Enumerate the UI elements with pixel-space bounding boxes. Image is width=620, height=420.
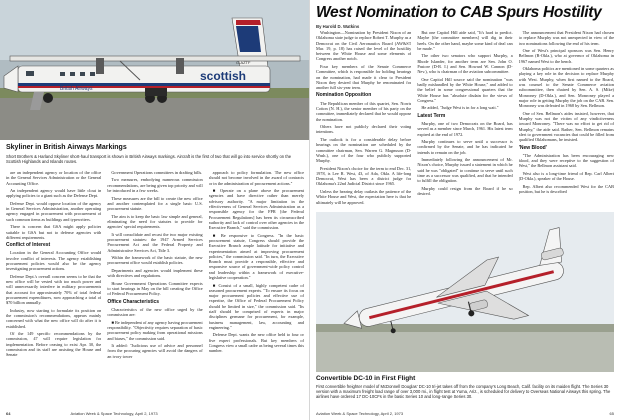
right-article-columns [316,30,614,208]
section-heading: 'New Blood' [518,144,547,151]
left-footer [6,409,304,417]
registration-label: G-AZTF [236,60,251,65]
left-article-columns [6,170,304,402]
skyliner-illustration [0,0,310,140]
article-paragraph: Others have not publicly declared their voting intentions. [316,124,412,135]
article-paragraph: Characteristics of the new office urged by the commission are: [107,306,203,318]
right-caption-text: First convertible freighter model of McDonnell Douglas' DC-10 tri-jet takes off from the company's Long Beach, Calif. facility on its maiden flight. The Series 30 version with a maximum freight load range of over 3,000 mi., in flight test at Yuma, Ariz., is scheduled for delivery to Overseas National Airways this spring. The airlines have ordered 17 DC-10CFs in the basic Series 10 and long-range Series 30. [316,384,611,400]
article-paragraph: An independent agency would have little clout in applying policies to a giant such as the Defense Dept. [6,188,102,199]
article-paragraph: The announcement that President Nixon had chosen to replace Murphy was not unexpected in view of the two nominations following the end of his term. [518,30,614,46]
article-paragraph: One Capitol Hill source said the nomination "was badly mishandled by the White House," and added to the belief in some congressional quarters that the White House has "absolute disdain for the views of Congress." [417,76,513,103]
left-caption-text: Short Brothers & Harland Skyliner short-haul transport is shown in British Airways markings. Aircraft is the first of two that will go into service shortly on the Scottish Highlands and Islands routes. [6,154,292,165]
article-paragraph: Murphy could resign from the Board if he so desired. [417,185,513,197]
article-paragraph: Oklahoma politics are mentioned in some quarters as playing a key role in the decision to replace Murphy with West. Murphy, when first named to the Board, was counsel to the Senate Commerce aviation subcommittee, then chaired by Sen. A. S. (Mike) Monroney (D-Okla.), and Sen. Monroney played a major role in getting Murphy the job on the CAB. Sen. Monroney was defeated in 1968 by Sen. Bellmon. [518,66,614,109]
article-paragraph: Of the 149 specific recommendations by the commission, 47 will require legislation for implementation. Before ceasing to exist Apr. 30, the commission and its staff are assisting the House and Senate [6,331,102,358]
right-page [310,0,620,420]
right-column-3 [519,30,614,208]
airline-label: British Airways [60,86,93,92]
right-footer-magazine: Aviation Week & Space Technology, April 2, 1973 [316,410,404,416]
article-paragraph: The aim is to keep the basic law simple and general, eliminating the need for statutes to provide for agencies' special requirements. [107,213,203,230]
article-paragraph: Two measures, embodying numerous commission recommendations, are being given top priority and will be introduced in a few weeks. [107,177,203,194]
dc10-illustration [316,212,614,372]
article-paragraph: Washington—Nomination by President Nixon of an Oklahoma state judge to replace Robert T. Murphy as a Democrat on the Civil Aeronautics Board (AW&ST Mar. 19, p. 18) has raised the level of the hostility between the White House and some elements of Congress another notch. [316,30,412,62]
article-paragraph: The Republican member of this quartet, Sen. Norris Cotton (N. H.), the senior member of his party on the committee, immediately declared that he would oppose the nomination. [316,100,412,122]
article-paragraph: "The Administration has been encouraging new blood, and they were receptive to the suggestion of West," the Bellmon assistant said. [518,152,614,169]
article-paragraph: These measures are the bill to create the new office and another contemplated for a single basic U.S. procurement statute. [107,195,203,212]
section-heading: Latest Term [417,112,446,119]
right-page-number: 65 [609,410,614,416]
article-paragraph: Departments and agencies would implement these with directives and regulations. [107,267,203,279]
article-paragraph: House Government Operations Committee expects to start hearings in May on the bill creating the Office of Federal Procurement Policy. [107,280,203,297]
article-paragraph: West also is a long-time friend of Rep. Carl Albert (D-Okla.), speaker of the House. [518,170,614,182]
section-heading: Conflict of Interest [6,242,51,249]
section-heading: Office Characteristics [107,298,160,305]
article-paragraph: Industry, now starting to formulate its position on the commission's recommendations, appears mainly concerned with what the new office will do after it is established. [6,307,102,329]
article-paragraph: ■ Consist of a small, highly competent cadre of seasoned procurement experts. "To ensure its focus on major procurement policies and effective use of expertise, the Office of Federal Procurement Policy should be limited in size," the commission said. "Its staff should be comprised of experts in major disciplines germane for procurement, for example, business management, law, accounting and engineering." [208,282,304,330]
article-paragraph: Four key members of the Senate Commerce Committee, which is responsible for holding hearings on the nomination, had made it clear to President Nixon they desired that Murphy be renominated for another full six-year term. [316,63,412,91]
skyliner-photo [0,0,310,140]
article-paragraph: He added, "Judge West is in for a long wait." [421,105,499,111]
article-paragraph: Rep. Albert also recommended West for the CAB position, but he is described [518,183,614,194]
article-paragraph: One of West's principal sponsors was Sen. Henry Bellmon (R-Okla.), who at governor of Oklahoma in 1967 named West to the bench. [518,48,614,64]
article-paragraph: President Nixon's choice for the term to end Dec. 31, 1978, is Lee R. West, 43, of Ada, Okla. A life-long Democrat, West has been a district judge for Oklahoma's 22nd Judicial District since 1965. [316,165,412,187]
section-heading: Nomination Opposition [316,92,372,99]
article-paragraph: Murphy, one of two Democrats on the Board, has served as a member since March, 1961. His latest term expired at the end of 1972. [417,121,513,137]
article-paragraph: Government Operations committees in drafting bills. [111,170,203,175]
article-paragraph: approach to policy formulation. The new office should not become involved in the award of contracts or in the administration of procurement actions." [208,170,304,186]
left-column-1 [6,170,101,402]
article-paragraph: It will consolidate and recast the two major existing procurement statutes: the 1947 Armed Services Procurement Act and the Federal Property and Administrative Services Act, Title 3. [107,231,203,253]
left-caption-title: Skyliner in British Airways Markings [6,144,127,151]
right-column-2 [417,30,512,208]
dc10-photo [316,212,614,372]
article-paragraph: The outlook is for a considerable delay before hearings on the nomination are scheduled by the committee chairman, Sen. Warren G. Magnuson (D-Wash.), one of the four who publicly supported Murphy. [316,136,412,164]
article-paragraph: Immediately following the announcement of Mr. Nixon's choice, Murphy issued a statement in which he said he was "obligated" to continue to serve until such time as a successor was qualified, and that he intended to fulfill the obligation. [417,157,513,184]
article-paragraph: There is concern that GSA might apply policies suitable to GSA but not to defense agencies with different requirements. [6,224,102,240]
article-paragraph: ■ Operate on a plane above the procurement agencies and have directive rather than merely advisory authority. "A major limitation in the effectiveness of General Services Administration as a responsible agency for the FPR [the Federal Procurement Regulations] has been its circumscribed authority and lack of control over other agencies in the Executive Branch," said the commission. [208,188,304,231]
right-caption-title: Convertible DC-10 in First Flight [316,375,416,382]
article-paragraph: Defense Dept.'s overall concern seems to be that the new office will be vested with too much power and will unnecessarily interfere in military procurements that account for approximately 70% of total federal procurement expenditures, now approaching a total of $70 billion annually. [6,273,102,306]
article-byline: By Harold D. Watkins [316,24,360,29]
article-paragraph: ■ Be responsive to Congress. "In the basic procurement statute, Congress should provide the Executive Branch ample latitude for initiative and experimentation aimed at improving procurement policies," the commission said. "In turn, the Executive Branch must provide a responsible, effective and responsive source of government-wide policy control and leadership within a framework of executive-legislative cooperation." [208,232,304,281]
article-paragraph: It added: "Judicious use of advice and personnel from the procuring agencies will avoid the dangers of an ivory tower [107,343,203,359]
article-paragraph: But one Capitol Hill aide said, "It's hard to predict. Maybe [the committee members] will dig in their heels. On the other hand, maybe some kind of deal can be made." [417,30,513,51]
article-paragraph: are an independent agency or location of the office in the General Services Administration or the General Accounting Office. [6,170,102,186]
article-paragraph: The other two senators who support Murphy, a Rhode Islander, for another term are Sen. John O. Pastore (D-R. I.) and Sen. Howard W. Cannon (D-Nev.), who is chairman of the aviation subcommittee. [417,53,513,75]
right-column-1 [316,30,411,208]
article-paragraph: ■ Be independent of any agency having procurement responsibility. "Objectivity requires separation of basic procurement policy making from operational missions and biases," the commission said. [107,319,203,341]
article-paragraph: Unless the hearing delay outlasts the patience of the White House and West, the expectation here is that he ultimately will be approved. [316,188,412,205]
article-paragraph: Defense Dept. would oppose location of the agency in General Services Administration, another operating agency engaged in procurement with procurement of such common items as buildings and typewriters. [6,200,102,222]
article-paragraph: Defense Dept. wants the new office held to four or five expert professionals. But key members of Congress view a small cadre as being several times this number. [208,332,304,354]
article-paragraph: Murphy continues to serve until a successor is confirmed by the Senate, and he has indicated he intends to remain on the job. [417,139,513,155]
left-page-number: 64 [6,410,11,416]
left-column-3 [209,170,304,402]
left-column-2 [107,170,202,402]
article-paragraph: Location in the General Accounting Office would involve conflict of interests. The agency establishing procurement policies would also be the agency investigating procurement actions. [6,250,102,272]
left-footer-magazine: Aviation Week & Space Technology, April 2, 1973 [70,410,158,416]
right-footer [316,409,614,417]
article-paragraph: Within the framework of the basic statute, the new procurement office would establish policies. [107,255,203,266]
article-paragraph: One of Sen. Bellmon's aides insisted, however, that Murphy was not the victim of any vindictiveness toward Monroney. "There was no effort to get rid of Murphy," the aide said. Rather, Sen. Bellmon remains alert to government vacancies that could be filled from qualified Oklahomans, he insisted. [518,110,614,143]
aircraft-name-label: scottish [200,69,247,83]
article-headline: West Nomination to CAB Spurs Hostility [316,4,602,21]
